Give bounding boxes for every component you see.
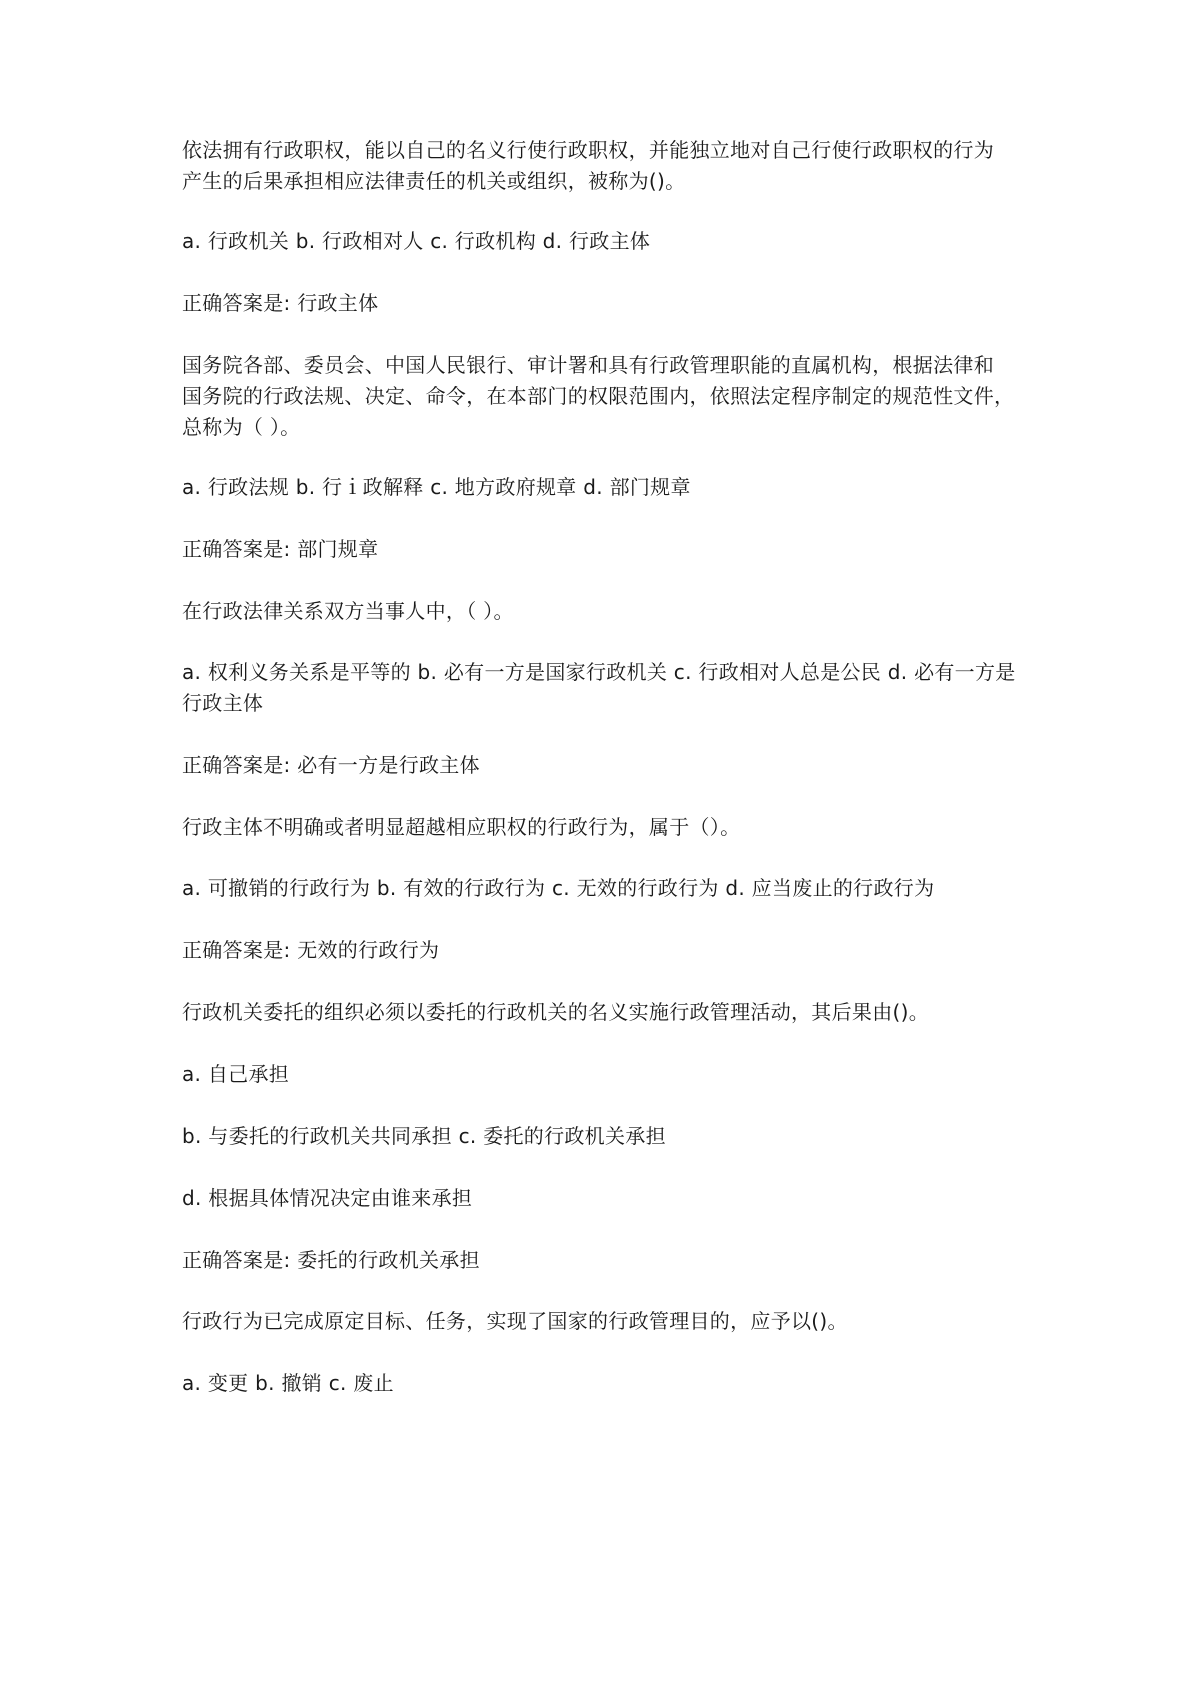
question-1-stem-line-1: 依法拥有行政职权，能以自己的名义行使行政职权，并能独立地对自己行使行政职权的行为 [182,138,994,162]
question-3-options-line-2: 行政主体 [182,691,264,715]
question-3-answer: 正确答案是: 必有一方是行政主体 [182,753,480,777]
question-4-options: a. 可撤销的行政行为 b. 有效的行政行为 c. 无效的行政行为 d. 应当废止的行政行为 [182,876,935,900]
question-5-option-bc: b. 与委托的行政机关共同承担 c. 委托的行政机关承担 [182,1124,666,1148]
question-3-options-line-1: a. 权利义务关系是平等的 b. 必有一方是国家行政机关 c. 行政相对人总是公民 d. 必有一方是 [182,660,1016,684]
question-2-stem-line-2: 国务院的行政法规、决定、命令，在本部门的权限范围内，依照法定程序制定的规范性文件， [182,384,1015,408]
question-2-stem [182,350,1032,443]
question-6-options: a. 变更 b. 撤销 c. 废止 [182,1371,394,1395]
question-5-stem: 行政机关委托的组织必须以委托的行政机关的名义实施行政管理活动，其后果由()。 [182,1000,930,1024]
question-5-option-a: a. 自己承担 [182,1062,290,1086]
question-6-stem: 行政行为已完成原定目标、任务，实现了国家的行政管理目的，应予以()。 [182,1309,848,1333]
question-1-options: a. 行政机关 b. 行政相对人 c. 行政机构 d. 行政主体 [182,229,651,253]
question-1-answer: 正确答案是: 行政主体 [182,291,379,315]
question-5-answer: 正确答案是: 委托的行政机关承担 [182,1248,480,1272]
question-4-answer: 正确答案是: 无效的行政行为 [182,938,440,962]
question-5-option-d: d. 根据具体情况决定由谁来承担 [182,1186,473,1210]
question-2-options: a. 行政法规 b. 行ｉ政解释 c. 地方政府规章 d. 部门规章 [182,475,691,499]
question-4-stem: 行政主体不明确或者明显超越相应职权的行政行为，属于（）。 [182,815,741,839]
question-2-answer: 正确答案是: 部门规章 [182,537,379,561]
question-2-stem-line-3: 总称为（ ）。 [182,415,301,439]
question-1-stem-line-2: 产生的后果承担相应法律责任的机关或组织，被称为()。 [182,169,686,193]
question-3-options [182,657,1032,719]
question-3-stem: 在行政法律关系双方当事人中，（ ）。 [182,599,514,623]
question-2-stem-line-1: 国务院各部、委员会、中国人民银行、审计署和具有行政管理职能的直属机构，根据法律和 [182,353,994,377]
question-1-stem [182,135,1032,197]
